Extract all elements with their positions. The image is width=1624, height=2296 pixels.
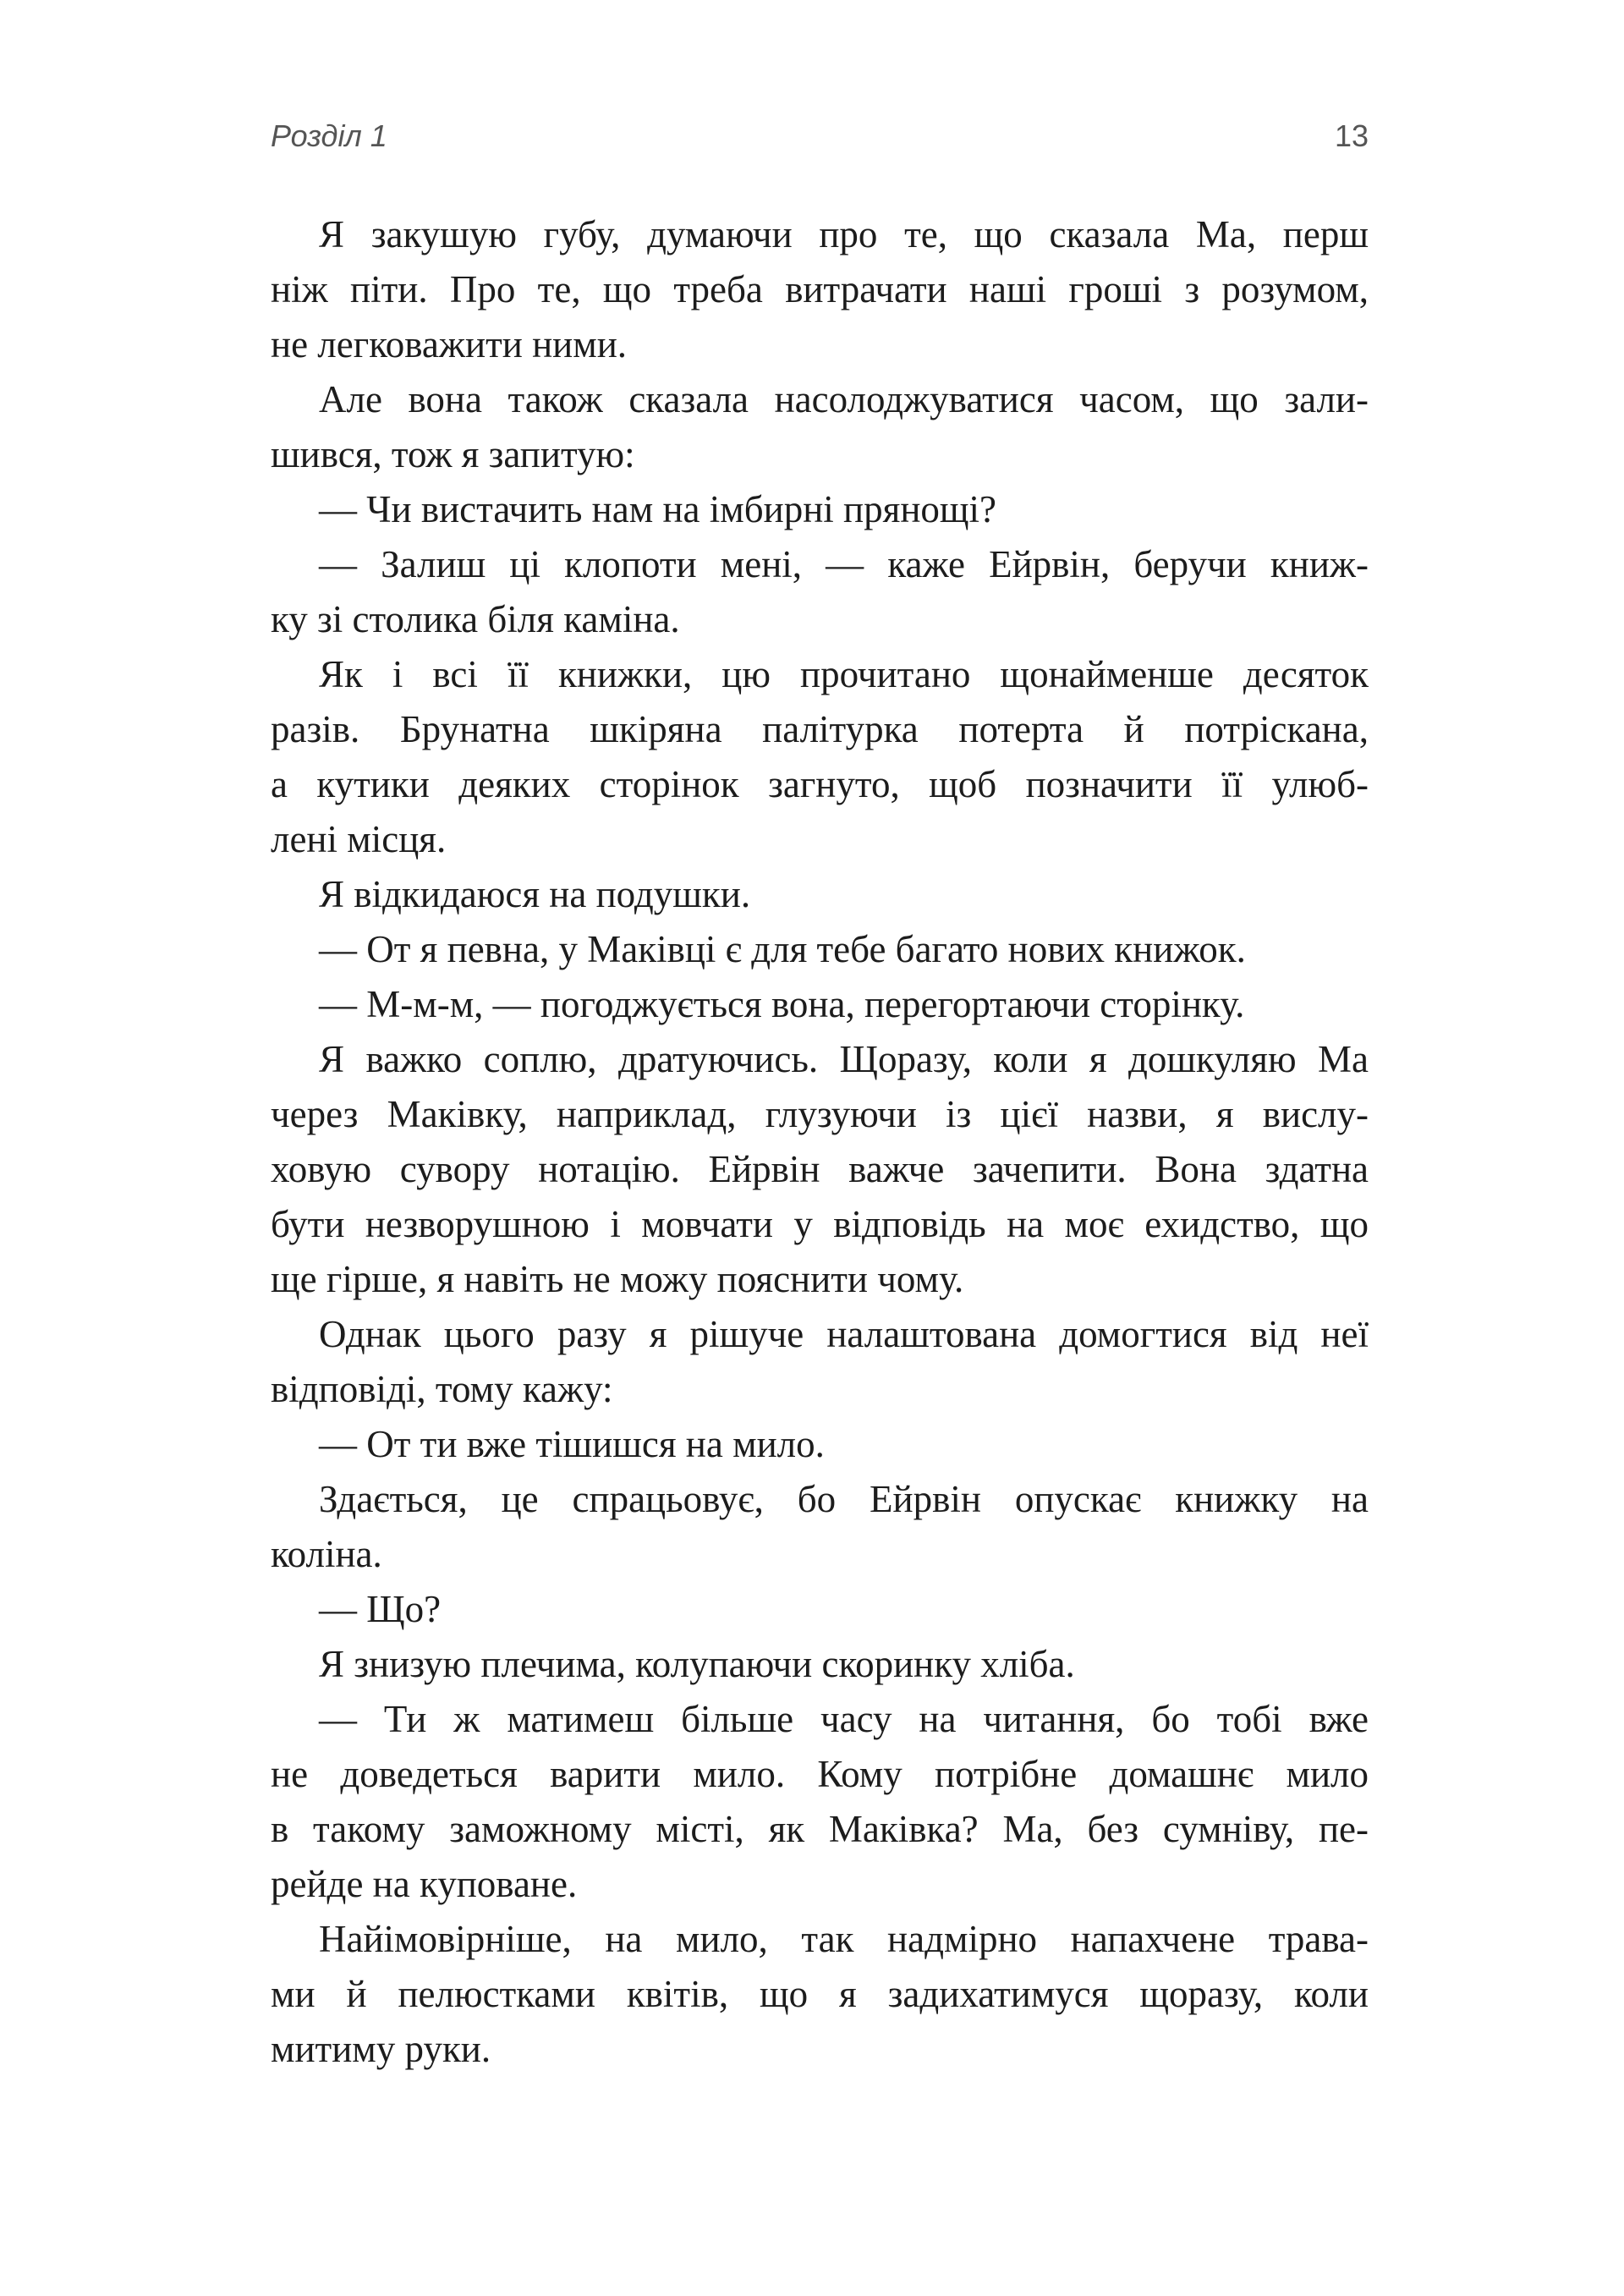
text-line: лені місця. xyxy=(271,818,447,860)
text-line: Найімовірніше, на мило, так надмірно напахчене трава- xyxy=(319,1918,1369,1960)
text-line: Здається, це спрацьовує, бо Ейрвін опускає книжку на xyxy=(319,1478,1369,1520)
text-line: не доведеться варити мило. Кому потрібне домашнє мило xyxy=(271,1753,1369,1795)
text-line: разів. Брунатна шкіряна палітурка потерта й потріскана, xyxy=(271,708,1369,750)
text-line: ще гірше, я навіть не можу пояснити чому. xyxy=(271,1258,964,1300)
text-line: рейде на куповане. xyxy=(271,1863,578,1905)
text-line: — Ти ж матимеш більше часу на читання, бо тобі вже xyxy=(319,1698,1369,1740)
running-head xyxy=(271,118,1369,161)
text-line: — От я певна, у Маківці є для тебе багато нових книжок. xyxy=(319,928,1246,970)
text-line: ми й пелюстками квітів, що я задихатимуся щоразу, коли xyxy=(271,1973,1369,2015)
text-line: Як і всі її книжки, цю прочитано щонайменше десяток xyxy=(319,653,1369,695)
text-line: Я відкидаюся на подушки. xyxy=(319,873,751,915)
text-line: митиму руки. xyxy=(271,2028,491,2070)
text-line: Однак цього разу я рішуче налаштована домогтися від неї xyxy=(319,1313,1369,1355)
text-line: шився, тож я запитую: xyxy=(271,433,635,475)
page-number: 13 xyxy=(1334,118,1369,153)
text-line: а кутики деяких сторінок загнуто, щоб позначити її улюб- xyxy=(271,763,1369,805)
text-line: бути незворушною і мовчати у відповідь на моє ехидство, що xyxy=(271,1203,1369,1245)
text-line: не легковажити ними. xyxy=(271,323,628,365)
text-line: коліна. xyxy=(271,1533,382,1575)
text-line: Але вона також сказала насолоджуватися часом, що зали- xyxy=(319,378,1369,420)
text-line: відповіді, тому кажу: xyxy=(271,1368,613,1410)
text-line: — М-м-м, — погоджується вона, перегортаючи сторінку. xyxy=(319,983,1245,1025)
text-line: в такому заможному місті, як Маківка? Ма, без сумніву, пе- xyxy=(271,1808,1369,1850)
text-line: — Залиш ці клопоти мені, — каже Ейрвін, беручи книж- xyxy=(319,543,1369,585)
text-line: ховую сувору нотацію. Ейрвін важче зачепити. Вона здатна xyxy=(271,1148,1369,1190)
text-line: — Чи вистачить нам на імбирні прянощі? xyxy=(319,488,997,530)
text-line: ніж піти. Про те, що треба витрачати наші гроші з розумом, xyxy=(271,268,1369,310)
body-text xyxy=(271,207,1369,2077)
text-line: Я важко соплю, дратуючись. Щоразу, коли я дошкуляю Ма xyxy=(319,1038,1369,1080)
chapter-title: Розділ 1 xyxy=(271,118,387,153)
text-line: — Що? xyxy=(319,1588,442,1630)
text-line: ку зі столика біля каміна. xyxy=(271,598,680,640)
text-line: Я знизую плечима, колупаючи скоринку хліба. xyxy=(319,1643,1075,1685)
text-line: — От ти вже тішишся на мило. xyxy=(319,1423,825,1465)
text-line: через Маківку, наприклад, глузуючи із цієї назви, я вислу- xyxy=(271,1093,1369,1135)
text-line: Я закушую губу, думаючи про те, що сказала Ма, перш xyxy=(319,213,1369,255)
